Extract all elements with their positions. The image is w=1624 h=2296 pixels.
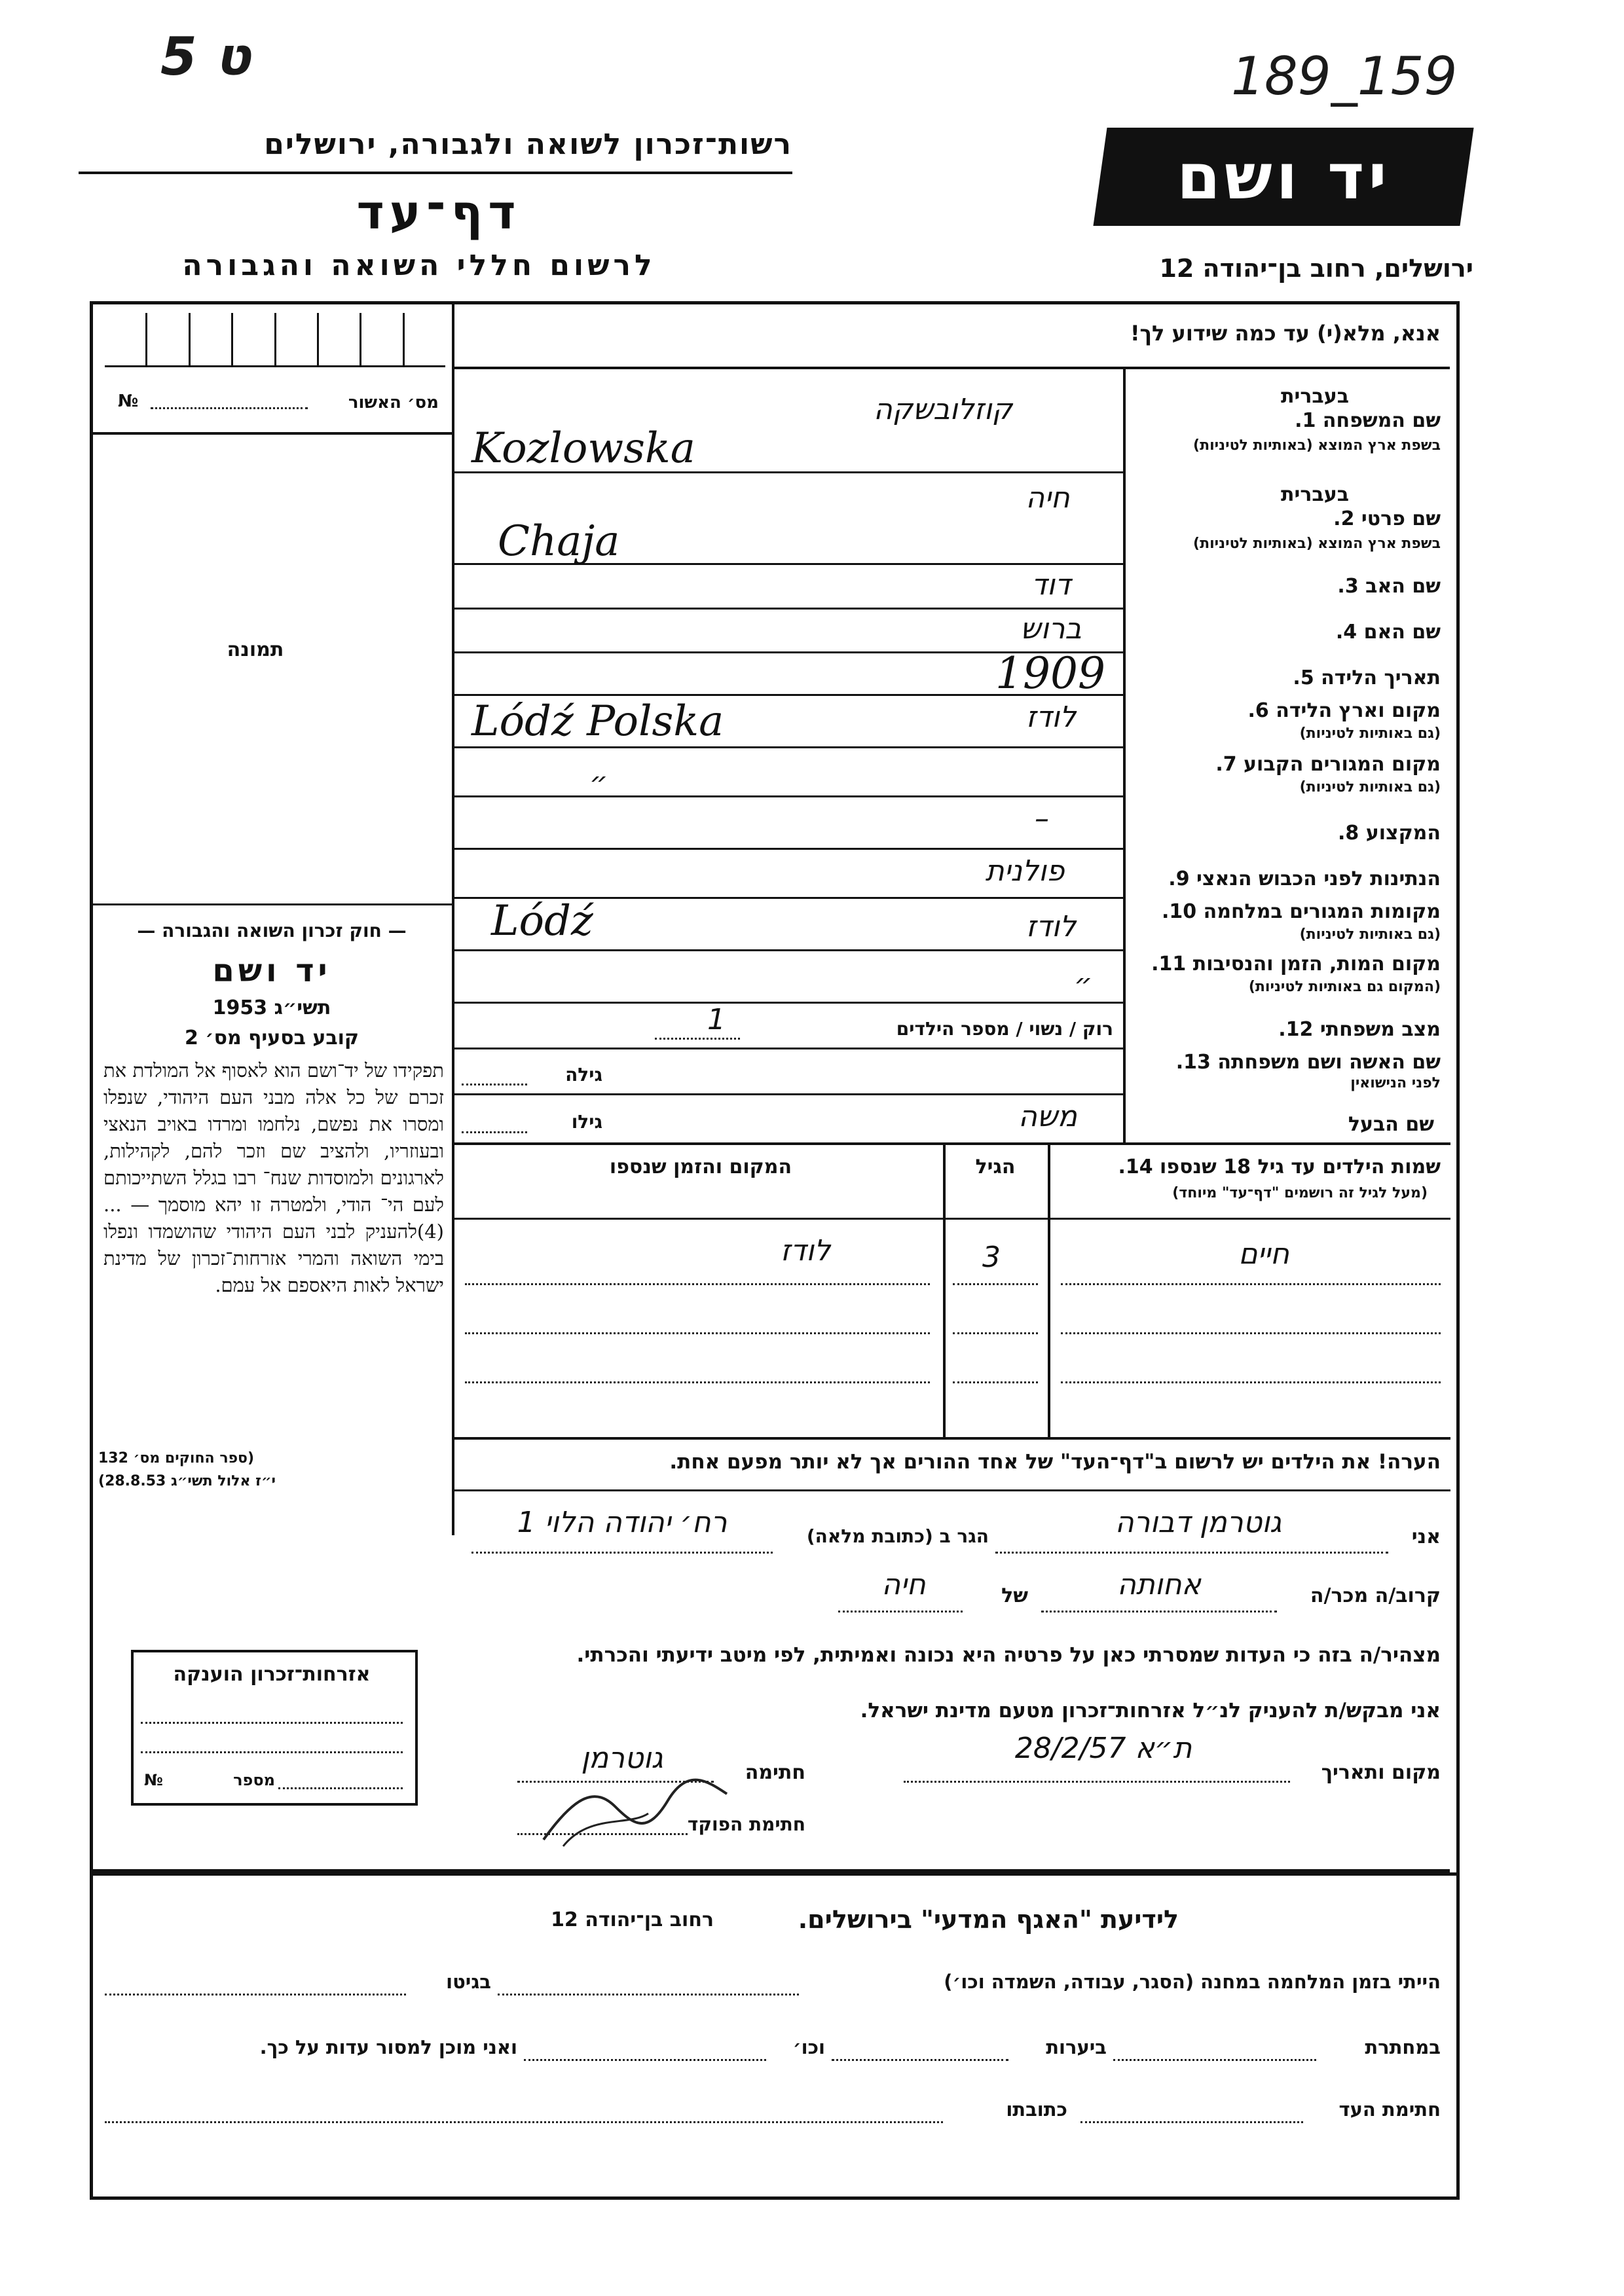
signature[interactable]: גוטרמן: [581, 1741, 663, 1775]
other-field[interactable]: [524, 2059, 766, 2061]
law-year: תשי״ג 1953: [212, 996, 331, 1019]
witness-signature-field[interactable]: [1080, 2121, 1303, 2123]
law-logo: יד ושם: [212, 953, 331, 989]
field-11-value[interactable]: ״: [1074, 968, 1093, 1001]
field-6-label: מקום וארץ הלידה 6.: [1247, 699, 1441, 722]
relative-label: קרוב/ה מכר/ה: [1310, 1584, 1441, 1607]
approval-boxes: [105, 313, 445, 367]
footer-line2-d: ואני מוכן למסור עדות על כך.: [259, 2036, 517, 2058]
children-col-age: הגיל: [975, 1156, 1016, 1178]
footer-line2-b: ביערות: [1046, 2036, 1107, 2058]
footer-line3-b: כתובתו: [1006, 2098, 1067, 2121]
footer-line2-a: במחתרת: [1365, 2036, 1441, 2058]
ghetto-field[interactable]: [105, 1994, 406, 1995]
of-label: של: [1001, 1584, 1028, 1607]
declarant-relation[interactable]: אחותה: [1117, 1568, 1201, 1601]
official-signature-scrawl: [537, 1768, 733, 1853]
field-12-options: רוק / נשוי / מספר הילדים: [896, 1018, 1113, 1040]
hebrew-label-1: בעברית: [1281, 385, 1349, 408]
field-13-label: שם האשה ושם משפחתה 13.: [1175, 1051, 1441, 1074]
field-8-value[interactable]: –: [1035, 802, 1049, 835]
children-col-names-sub: (מעל לגיל זה רושמים "דף־עד" מיוחד): [1172, 1185, 1428, 1201]
husband-age-label: גילו: [571, 1111, 602, 1133]
field-10-label: מקומות המגורים במלחמה 10.: [1162, 900, 1441, 923]
field-7-value[interactable]: ״: [589, 766, 608, 799]
field-8-label: המקצוע 8.: [1337, 822, 1441, 845]
field-9-value[interactable]: פולנית: [985, 854, 1065, 888]
hebrew-label-2: בעברית: [1281, 483, 1349, 506]
official-sig-label: חתימת הפוקד: [687, 1813, 805, 1835]
approval-no-mark: №: [118, 392, 139, 411]
form-subtitle: לרשום חללי השואה והגבורה: [182, 249, 656, 282]
footer-line3-a: חתימת העד: [1338, 2098, 1441, 2121]
footer-line1-a: הייתי בזמן המלחמה במחנה (הסגר, עבודה, השמדה וכו׳): [944, 1971, 1441, 1993]
field-4-value[interactable]: ברוש: [1020, 612, 1082, 646]
note: הערה! את הילדים יש לרשום ב"דף־העד" של אחד ההורים אך לא יותר מפעם אחת.: [669, 1450, 1441, 1474]
field-12-children-field[interactable]: [655, 1038, 740, 1040]
field-12-value[interactable]: 1: [707, 1003, 726, 1036]
approval-no-field[interactable]: [151, 407, 308, 409]
law-citation-1: (ספר החוקים מס׳ 132: [98, 1450, 255, 1467]
children-col-names: שמות הילדים עד גיל 18 שנספו 14.: [1118, 1156, 1441, 1178]
declarant-resides-label: הגר ב (כתובת מלאה): [806, 1525, 989, 1547]
field-6-heb-value[interactable]: לודז: [1025, 701, 1077, 734]
forests-field[interactable]: [832, 2059, 1008, 2061]
field-10-sub: (גם באותיות לטיניות): [1299, 926, 1441, 943]
approval-label: מס׳ האשור: [348, 393, 439, 412]
child-1-place[interactable]: לודז: [780, 1234, 831, 1267]
field-10-latin-value[interactable]: Lódź: [491, 897, 593, 945]
field-11-label: מקום המות, הזמן והנסיבות 11.: [1151, 953, 1441, 975]
photo-label: תמונה: [227, 638, 284, 661]
archive-number: 189_159: [1231, 46, 1458, 107]
field-3-label: שם האב 3.: [1337, 575, 1441, 598]
field-2-sub: בשפת ארץ המוצא (באותיות לטיניות): [1193, 536, 1441, 552]
field-2-label: שם פרטי 2.: [1333, 507, 1441, 530]
field-13-age-label: גילה: [565, 1064, 602, 1085]
field-12-label: מצב משפחתי 12.: [1278, 1018, 1441, 1041]
child-1-name[interactable]: חיים: [1238, 1237, 1289, 1271]
camp-field[interactable]: [498, 1994, 799, 1995]
footer-address: רחוב בן־יהודה 12: [551, 1908, 714, 1931]
citizenship-number-label: מספר: [233, 1771, 275, 1789]
citizenship-number-field[interactable]: [278, 1787, 403, 1789]
declarant-name[interactable]: גוטרמן דבורה: [1115, 1506, 1282, 1539]
field-7-label: מקום המגורים הקבוע 7.: [1215, 753, 1441, 776]
declarant-of-name[interactable]: חיה: [881, 1568, 926, 1601]
law-citation-2: י״ז אלול תשי״ג 28.8.53): [98, 1473, 276, 1489]
address: ירושלים, רחוב בן־יהודה 12: [1159, 254, 1473, 283]
field-4-label: שם האם 4.: [1335, 621, 1441, 644]
citizenship-number-mark: №: [144, 1771, 163, 1789]
husband-value[interactable]: משה: [1018, 1100, 1077, 1133]
field-1-sub: בשפת ארץ המוצא (באותיות לטיניות): [1193, 437, 1441, 454]
child-1-age[interactable]: 3: [982, 1241, 1001, 1274]
org-line: רשות־זכרון לשואה ולגבורה, ירושלים: [264, 128, 792, 161]
witness-address-field[interactable]: [105, 2121, 943, 2123]
declarant-address[interactable]: רח׳ יהודה הלוי 1: [517, 1506, 728, 1539]
law-title: — חוק זכרון השואה והגבורה —: [137, 920, 407, 941]
footer-line2-c: וכו׳: [792, 2036, 825, 2058]
law-section: קובע בסעיף מס׳ 2: [184, 1027, 360, 1049]
place-date[interactable]: ת״א 28/2/57: [1014, 1732, 1192, 1765]
husband-age-field[interactable]: [462, 1131, 527, 1133]
field-2-latin-value[interactable]: Chaja: [498, 517, 620, 566]
field-1-label: שם המשפחה 1.: [1295, 409, 1441, 432]
field-9-label: הנתינות לפני הכבוש הנאצי 9.: [1168, 867, 1441, 890]
declarant-i-label: אני: [1411, 1525, 1441, 1548]
signature-label: חתימה: [745, 1761, 805, 1784]
declaration: מצהיר/ה בזה כי העדות שמסרתי כאן על פרטיה היא נכונה ואמיתית, לפי מיטב ידיעתי והכרתי.: [576, 1643, 1441, 1667]
field-13-age-field[interactable]: [462, 1084, 527, 1085]
field-10-heb-value[interactable]: לודז: [1025, 910, 1077, 943]
header-rule: [79, 172, 792, 174]
field-1-heb-value[interactable]: קוזלובשקה: [873, 393, 1012, 426]
field-6-latin-value[interactable]: Lódź Polska: [471, 697, 724, 746]
field-5-label: תאריך הלידה 5.: [1293, 666, 1441, 689]
children-col-place: המקום והזמן שנספו: [609, 1156, 792, 1178]
request: אני מבקש/ת להעניק לנ״ל אזרחות־זכרון מטעם מדינת ישראל.: [860, 1699, 1441, 1722]
law-text: תפקידו של יד־ושם הוא לאסוף אל המולדת את זכרם של כל אלה מבני העם היהודי, שנפלו ומסרו את נפשם, נלחמו ומרדו באויב הנאצי ובעוזריו, ולהציב שם וזכר להם, לקהילות, לארגונים ולמוסדות שנח־ רבו בגלל השתייכותם לעם הי־ הודי, ולמטרה זו יהא מוסמך — ...(4)להעניק לבני העם היהודי שהושמדו ונפלו בימי השואה והמרי אזרחות־זכרון של מדינת ישראל לאות היאספם אל עמם.: [103, 1059, 444, 1296]
field-6-sub: (גם באותיות לטיניות): [1299, 725, 1441, 742]
field-2-heb-value[interactable]: חיה: [1025, 481, 1070, 515]
field-5-value[interactable]: 1909: [995, 648, 1105, 699]
form-title: דף־עד: [356, 185, 521, 240]
footer-heading: לידיעת "האגף המדעי" בירושלים.: [798, 1905, 1179, 1934]
stamp-mark: ט 5: [160, 26, 251, 87]
underground-field[interactable]: [1113, 2059, 1316, 2061]
place-date-label: מקום ותאריך: [1321, 1761, 1441, 1784]
field-7-sub: (גם באותיות לטיניות): [1299, 779, 1441, 795]
footer-line1-b: בגיטו: [446, 1971, 491, 1993]
field-11-sub: (המקום גם באותיות לטיניות): [1248, 979, 1441, 995]
field-13-sub: לפני הנישואין: [1350, 1075, 1441, 1091]
instruction: אנא, מלא(י) עד כמה שידוע לך!: [1130, 321, 1441, 346]
yad-vashem-logo: יד ושם: [1093, 128, 1473, 226]
field-3-value[interactable]: דוד: [1031, 568, 1071, 602]
husband-label: שם הבעל: [1348, 1113, 1434, 1136]
field-1-latin-value[interactable]: Kozlowska: [471, 424, 695, 473]
citizenship-title: אזרחות־זכרון הוענקה: [173, 1663, 371, 1686]
